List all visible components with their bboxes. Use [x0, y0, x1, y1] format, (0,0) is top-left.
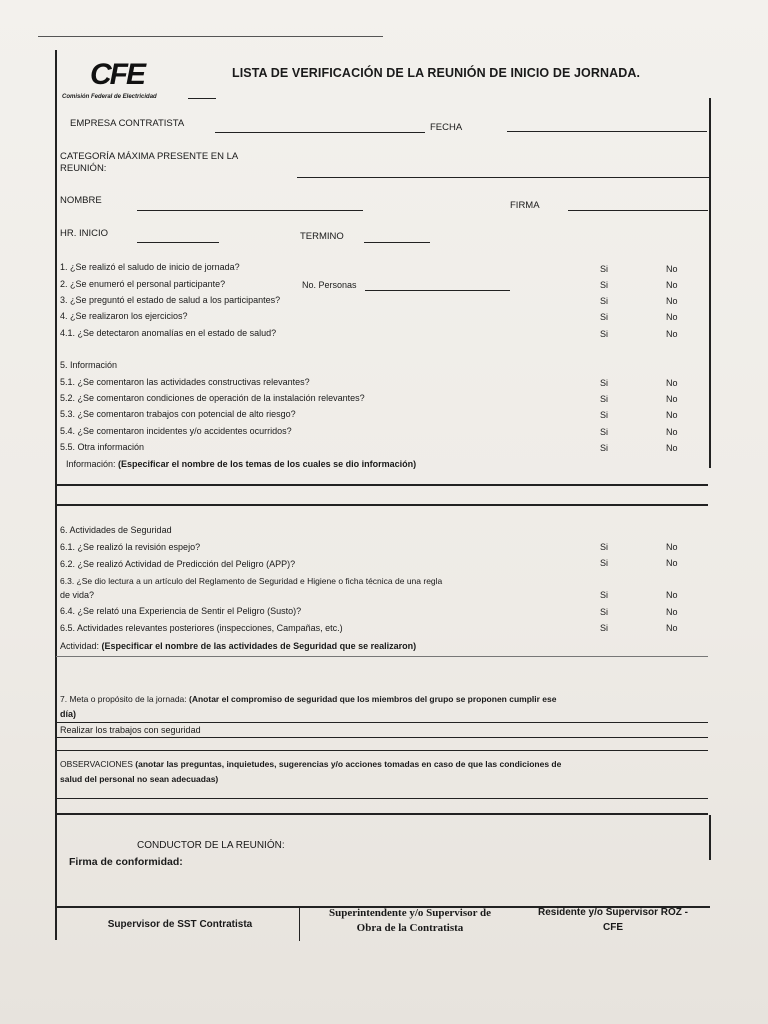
- info-5-3: 5.3. ¿Se comentaron trabajos con potencial de alto riesgo?: [60, 409, 296, 419]
- frame-right-2: [709, 815, 711, 860]
- observaciones-rule: [56, 798, 708, 799]
- termino-field[interactable]: [364, 242, 430, 243]
- fecha-label: FECHA: [430, 122, 463, 133]
- info-note-label: Información:: [66, 459, 116, 469]
- meta-instruction-cont: día): [60, 709, 77, 719]
- logo-rule: [188, 98, 216, 99]
- observaciones-instruction-cont: salud del personal no sean adecuadas): [60, 774, 219, 784]
- document-title: LISTA DE VERIFICACIÓN DE LA REUNIÓN DE INICIO DE JORNADA.: [232, 66, 641, 80]
- signature-superintendente-line-2: Obra de la Contratista: [356, 922, 464, 934]
- signature-sst-contratista[interactable]: Supervisor de SST Contratista: [107, 919, 253, 930]
- meta-label: 7. Meta o propósito de la jornada:: [60, 694, 187, 704]
- si-5-5[interactable]: Si: [600, 443, 609, 453]
- cfe-logo: CFE: [90, 58, 144, 91]
- no-3[interactable]: No: [666, 296, 678, 306]
- seguridad-6-5: 6.5. Actividades relevantes posteriores (inspecciones, Campañas, etc.): [60, 623, 343, 633]
- question-4: 4. ¿Se realizaron los ejercicios?: [60, 311, 188, 321]
- seguridad-6-1: 6.1. ¿Se realizó la revisión espejo?: [60, 542, 201, 552]
- seguridad-heading: 6. Actividades de Seguridad: [60, 525, 172, 535]
- info-note-instruction: (Especificar el nombre de los temas de los cuales se dio información): [118, 459, 417, 469]
- hr-inicio-field[interactable]: [137, 242, 219, 243]
- signature-residente-line-2: CFE: [603, 922, 623, 933]
- meta-instruction: (Anotar el compromiso de seguridad que los miembros del grupo se proponen cumplir ese: [189, 694, 557, 704]
- actividad-note-instruction: (Especificar el nombre de las actividades de Seguridad que se realizaron): [101, 641, 417, 651]
- si-5-1[interactable]: Si: [600, 378, 609, 388]
- categoria-field[interactable]: [297, 177, 709, 178]
- empresa-field[interactable]: [215, 132, 425, 133]
- footer-divider: [299, 907, 300, 941]
- actividad-note: [60, 641, 416, 651]
- seguridad-6-4: 6.4. ¿Se relató una Experiencia de Sentir el Peligro (Susto)?: [60, 606, 302, 616]
- actividad-note-label: Actividad:: [60, 641, 100, 651]
- no-5-5[interactable]: No: [666, 443, 678, 453]
- si-5-4[interactable]: Si: [600, 427, 609, 437]
- si-6-4[interactable]: Si: [600, 607, 609, 617]
- empresa-label: EMPRESA CONTRATISTA: [70, 118, 185, 129]
- no-5-3[interactable]: No: [666, 410, 678, 420]
- info-5-4: 5.4. ¿Se comentaron incidentes y/o accidentes ocurridos?: [60, 426, 292, 436]
- seguridad-6-3-cont: de vida?: [60, 590, 95, 600]
- conductor-label: CONDUCTOR DE LA REUNIÓN:: [137, 840, 285, 851]
- question-4-1: 4.1. ¿Se detectaron anomalías en el estado de salud?: [60, 328, 277, 338]
- si-4[interactable]: Si: [600, 312, 609, 322]
- no-6-4[interactable]: No: [666, 607, 678, 617]
- si-2[interactable]: Si: [600, 280, 609, 290]
- firma-label: FIRMA: [510, 200, 540, 211]
- si-5-2[interactable]: Si: [600, 394, 609, 404]
- no-6-2[interactable]: No: [666, 558, 678, 568]
- info-heading: 5. Información: [60, 360, 118, 370]
- question-3: 3. ¿Se preguntó el estado de salud a los participantes?: [60, 295, 281, 305]
- observaciones-instruction: (anotar las preguntas, inquietudes, sugerencias y/o acciones tomadas en caso de que las condiciones de: [135, 759, 562, 769]
- si-6-5[interactable]: Si: [600, 623, 609, 633]
- info-5-2: 5.2. ¿Se comentaron condiciones de operación de la instalación relevantes?: [60, 393, 365, 403]
- si-6-2[interactable]: Si: [600, 558, 609, 568]
- section-rule-top: [56, 484, 708, 486]
- signature-residente-line-1[interactable]: Residente y/o Supervisor ROZ -: [537, 907, 689, 918]
- info-5-1: 5.1. ¿Se comentaron las actividades constructivas relevantes?: [60, 377, 310, 387]
- termino-label: TERMINO: [300, 231, 344, 242]
- meta-line-1: [60, 694, 556, 704]
- observaciones-line-1: [60, 759, 561, 769]
- si-3[interactable]: Si: [600, 296, 609, 306]
- question-2: 2. ¿Se enumeró el personal participante?: [60, 279, 226, 289]
- info-note: [66, 459, 416, 469]
- question-1: 1. ¿Se realizó el saludo de inicio de jornada?: [60, 262, 240, 272]
- observaciones-label: OBSERVACIONES: [60, 759, 133, 769]
- no-1[interactable]: No: [666, 264, 678, 274]
- firma-conformidad-label: Firma de conformidad:: [69, 856, 183, 868]
- no-2[interactable]: No: [666, 280, 678, 290]
- meta-answer[interactable]: Realizar los trabajos con seguridad: [60, 725, 201, 735]
- categoria-label-1: CATEGORÍA MÁXIMA PRESENTE EN LA: [60, 151, 239, 162]
- si-4-1[interactable]: Si: [600, 329, 609, 339]
- seguridad-6-2: 6.2. ¿Se realizó Actividad de Predicción del Peligro (APP)?: [60, 559, 296, 569]
- logo-subtitle: Comisión Federal de Electricidad: [62, 94, 157, 100]
- no-6-3[interactable]: No: [666, 590, 678, 600]
- no-5-1[interactable]: No: [666, 378, 678, 388]
- hr-inicio-label: HR. INICIO: [60, 228, 109, 239]
- frame-left: [55, 50, 57, 940]
- no-5-2[interactable]: No: [666, 394, 678, 404]
- nombre-label: NOMBRE: [60, 195, 102, 206]
- top-rule: [38, 36, 383, 37]
- no-5-4[interactable]: No: [666, 427, 678, 437]
- si-6-3[interactable]: Si: [600, 590, 609, 600]
- info-5-5: 5.5. Otra información: [60, 442, 145, 452]
- actividad-rule: [56, 656, 708, 657]
- frame-right: [709, 98, 711, 468]
- meta-rule-2: [56, 737, 708, 738]
- si-1[interactable]: Si: [600, 264, 609, 274]
- no-6-1[interactable]: No: [666, 542, 678, 552]
- nombre-field[interactable]: [137, 210, 363, 211]
- signature-superintendente-line-1[interactable]: Superintendente y/o Supervisor de: [328, 907, 492, 919]
- no-6-5[interactable]: No: [666, 623, 678, 633]
- conductor-rule: [56, 813, 708, 815]
- meta-rule-3: [56, 750, 708, 751]
- si-6-1[interactable]: Si: [600, 542, 609, 552]
- no-4[interactable]: No: [666, 312, 678, 322]
- fecha-field[interactable]: [507, 131, 707, 132]
- si-5-3[interactable]: Si: [600, 410, 609, 420]
- firma-field[interactable]: [568, 210, 708, 211]
- no-personas-field[interactable]: [365, 290, 510, 291]
- seguridad-6-3: 6.3. ¿Se dio lectura a un artículo del Reglamento de Seguridad e Higiene o ficha técnica de una regla: [60, 576, 443, 586]
- section-rule-bottom: [56, 504, 708, 506]
- categoria-label-2: REUNIÓN:: [60, 163, 107, 174]
- no-4-1[interactable]: No: [666, 329, 678, 339]
- no-personas-label: No. Personas: [302, 280, 357, 290]
- meta-rule-1: [56, 722, 708, 723]
